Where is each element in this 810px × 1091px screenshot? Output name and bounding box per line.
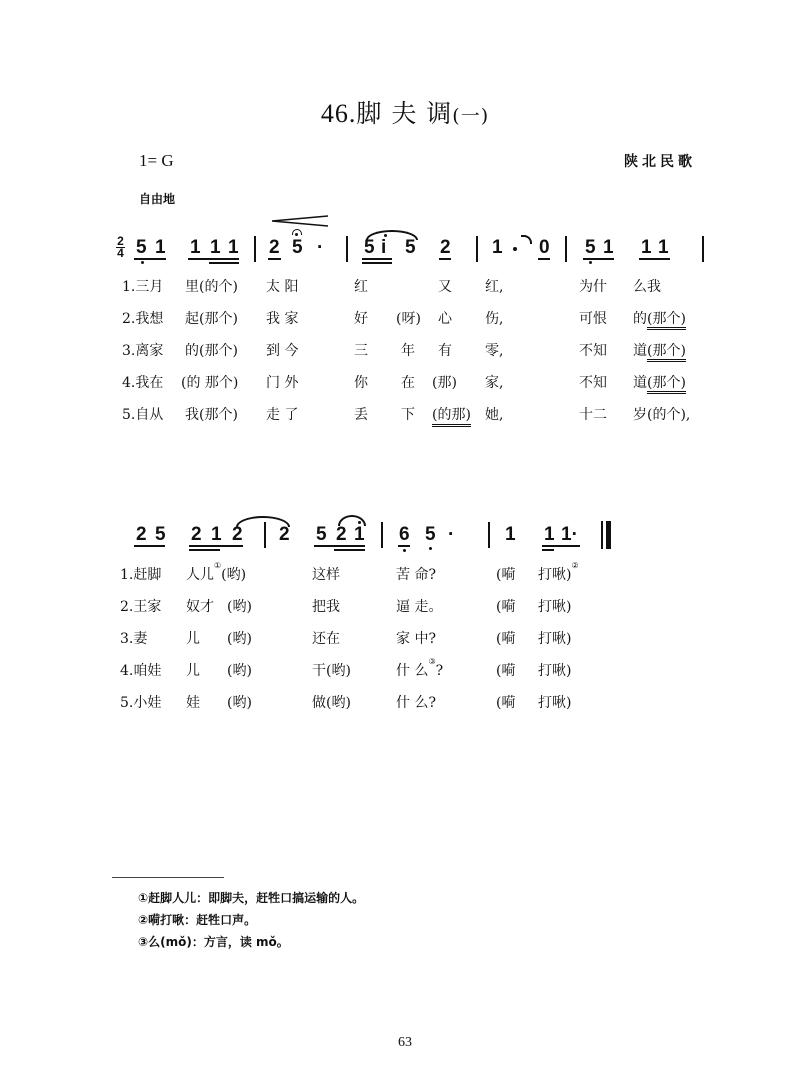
lyric: 的(那个): [185, 343, 238, 359]
note: 2: [136, 524, 147, 545]
lyric: 1.赶脚: [120, 567, 162, 583]
note: 2: [279, 524, 290, 545]
final-barline-thick: [606, 521, 611, 549]
lyric: 2.我想: [122, 311, 164, 327]
lyric: (的 那个): [181, 375, 239, 391]
lyric: [186, 561, 247, 584]
footnote-2: ②嗬打啾：赶牲口声。: [138, 913, 257, 927]
slur: [338, 515, 366, 526]
underline: [639, 258, 670, 260]
note: 5: [405, 237, 416, 258]
lyric: 为什: [579, 279, 607, 295]
augmentation-dot: ·: [317, 237, 324, 258]
lyric-part: 打啾): [538, 567, 572, 583]
lyric: 儿: [186, 631, 200, 647]
lyric: 里(的个): [185, 279, 238, 295]
lyric: 又: [438, 279, 452, 295]
note: 6: [399, 524, 410, 545]
lyric-underlined: (那个): [647, 343, 686, 362]
lyric: 4.我在: [122, 375, 164, 391]
note: 5: [425, 524, 436, 545]
note: 1: [492, 237, 503, 258]
underline: [542, 545, 580, 547]
slur: [366, 230, 418, 240]
lyric: (哟): [227, 599, 252, 615]
note: 2: [191, 524, 202, 545]
note: 1: [190, 237, 201, 258]
note: 2: [269, 237, 280, 258]
bar-line: [346, 236, 348, 262]
final-barline-thin: [601, 521, 603, 549]
underline: [398, 545, 410, 547]
note: 1: [641, 237, 652, 258]
note: 5: [292, 237, 303, 258]
bar-line: [381, 522, 383, 548]
footnote-marker: ③: [428, 657, 436, 666]
lyric: 红,: [485, 279, 504, 295]
lyric: 苦 命?: [396, 567, 436, 583]
lyric: 不知: [579, 343, 607, 359]
lyric: 打啾): [538, 631, 572, 647]
lyric: [633, 340, 686, 360]
lyric: 走 了: [266, 407, 299, 423]
lyric: 把我: [312, 599, 340, 615]
lyric: [538, 561, 579, 584]
lyric: 奴才: [186, 599, 214, 615]
lyric: 5.小娃: [120, 695, 162, 711]
note: 2: [336, 524, 347, 545]
bar-line: [254, 236, 256, 262]
lyric: 3.妻: [120, 631, 148, 647]
lyric: 红: [354, 279, 368, 295]
lyric: 我(那个): [185, 407, 238, 423]
lyric: 干(哟): [312, 663, 351, 679]
note: 1: [658, 237, 669, 258]
underline: [134, 258, 166, 260]
note: 1: [210, 237, 221, 258]
note: 1: [544, 524, 555, 545]
lyric: (那): [432, 375, 457, 391]
decrescendo-icon: [270, 215, 330, 227]
lyric: 年: [401, 343, 415, 359]
lyric: 娃: [186, 695, 200, 711]
lyric: 打啾): [538, 663, 572, 679]
lyric: 做(哟): [312, 695, 351, 711]
lyric: 丢: [354, 407, 368, 423]
low-octave-dot: [429, 547, 432, 550]
song-name: 脚 夫 调: [356, 99, 453, 128]
lyric: 1.三月: [122, 279, 164, 295]
lyric-part: 道: [633, 375, 647, 391]
note: 1: [505, 524, 516, 545]
note: 0: [539, 237, 550, 258]
time-signature: [116, 236, 125, 259]
breath-mark-icon: [521, 235, 532, 244]
note: 1·: [561, 524, 578, 545]
lyric-part: 的: [633, 311, 647, 327]
lyric: (嗬: [496, 631, 516, 647]
lyric: (嗬: [496, 695, 516, 711]
lyric-part: (哟): [221, 567, 247, 583]
lyric: 三: [354, 343, 368, 359]
augmentation-dot: ·: [448, 524, 455, 545]
note: 5: [155, 524, 166, 545]
song-variant: (一): [452, 105, 490, 127]
lyric: (呀): [396, 311, 421, 327]
note: 2: [440, 237, 451, 258]
page-number: 63: [398, 1035, 412, 1050]
note: 5: [136, 237, 147, 258]
footnote-marker: ①: [214, 561, 222, 570]
lyric: 零,: [485, 343, 504, 359]
lyric-part: ?: [435, 663, 444, 679]
underline: [188, 258, 239, 260]
lyric: [633, 308, 686, 328]
footnote-1: ①赶脚人儿：即脚夫，赶牲口搞运输的人。: [138, 891, 365, 905]
lyric: 在: [401, 375, 415, 391]
song-title: [0, 94, 810, 130]
bar-line: [476, 236, 478, 262]
underline: [538, 258, 550, 260]
key-signature: 1= G: [139, 151, 174, 170]
lyric: (嗬: [496, 567, 516, 583]
lyric: 岁(的个),: [633, 407, 691, 423]
underline: [134, 545, 165, 547]
lyric-underlined: (那个): [647, 311, 686, 330]
lyric: 儿: [186, 663, 200, 679]
note: 5: [316, 524, 327, 545]
tempo-marking: 自由地: [139, 192, 176, 206]
double-underline: [209, 262, 239, 264]
lyric: 心: [438, 311, 452, 327]
note: 1: [354, 524, 365, 545]
low-octave-dot: [141, 261, 144, 264]
footnote-marker: ②: [571, 561, 579, 570]
double-underline: [189, 549, 220, 551]
song-number: 46.: [320, 99, 357, 128]
lyric: 太 阳: [266, 279, 299, 295]
augmentation-dot: [513, 247, 517, 251]
bar-line: [702, 236, 704, 262]
note: 5: [364, 237, 375, 258]
low-octave-dot: [589, 261, 592, 264]
lyric: 家 中?: [396, 631, 436, 647]
lyric-part: 人儿: [186, 567, 214, 583]
lyric: (哟): [227, 663, 252, 679]
double-underline: [542, 549, 554, 551]
lyric-part: 什 么: [396, 663, 429, 679]
double-underline: [334, 549, 365, 551]
time-sig-bottom: 4: [117, 246, 124, 260]
lyric: 2.王家: [120, 599, 162, 615]
double-underline: [362, 262, 392, 264]
lyric: (嗬: [496, 663, 516, 679]
bar-line: [264, 522, 266, 548]
lyric: 你: [354, 375, 368, 391]
bar-line: [565, 236, 567, 262]
lyric: 3.离家: [122, 343, 164, 359]
fermata-dot: [295, 233, 298, 236]
lyric: 可恨: [579, 311, 607, 327]
note: 2: [232, 524, 243, 545]
lyric: 到 今: [266, 343, 299, 359]
lyric: 打啾): [538, 695, 572, 711]
footnote-3: ③么(mǒ)：方言，读 mǒ。: [138, 935, 289, 949]
note: 1: [211, 524, 222, 545]
lyric: (哟): [227, 631, 252, 647]
lyric: 打啾): [538, 599, 572, 615]
lyric-part: 道: [633, 343, 647, 359]
lyric: 逼 走。: [396, 599, 443, 615]
note: 1: [603, 237, 614, 258]
lyric: 家,: [485, 375, 504, 391]
lyric: 伤,: [485, 311, 504, 327]
note: i: [381, 237, 387, 258]
underline: [189, 545, 243, 547]
song-origin: 陕北民歌: [624, 154, 696, 170]
note: 5: [585, 237, 596, 258]
lyric: 下: [401, 407, 415, 423]
low-octave-dot: [403, 549, 406, 552]
lyric: 好: [354, 311, 368, 327]
lyric: [633, 372, 686, 392]
underline: [583, 258, 614, 260]
footnote-divider: [112, 877, 224, 878]
note: 1: [228, 237, 239, 258]
lyric: 么我: [633, 279, 661, 295]
lyric: 十二: [579, 407, 607, 423]
underline: [439, 258, 451, 260]
lyric: (嗬: [496, 599, 516, 615]
lyric-underlined: (那个): [647, 375, 686, 394]
lyric: (哟): [227, 695, 252, 711]
lyric: 4.咱娃: [120, 663, 162, 679]
note: 1: [155, 237, 166, 258]
lyric: [396, 657, 444, 680]
lyric: 什 么?: [396, 695, 436, 711]
underline: [314, 545, 365, 547]
lyric: 不知: [579, 375, 607, 391]
lyric: 5.自从: [122, 407, 164, 423]
lyric: 她,: [485, 407, 504, 423]
lyric: 我 家: [266, 311, 299, 327]
lyric: 这样: [312, 567, 340, 583]
underline: [268, 258, 281, 260]
time-sig-top: 2: [117, 234, 124, 248]
lyric: 还在: [312, 631, 340, 647]
lyric: 起(那个): [185, 311, 238, 327]
lyric: 有: [438, 343, 452, 359]
lyric: 门 外: [266, 375, 299, 391]
underline: [362, 258, 392, 260]
bar-line: [488, 522, 490, 548]
lyric-underlined: (的那): [432, 404, 471, 427]
